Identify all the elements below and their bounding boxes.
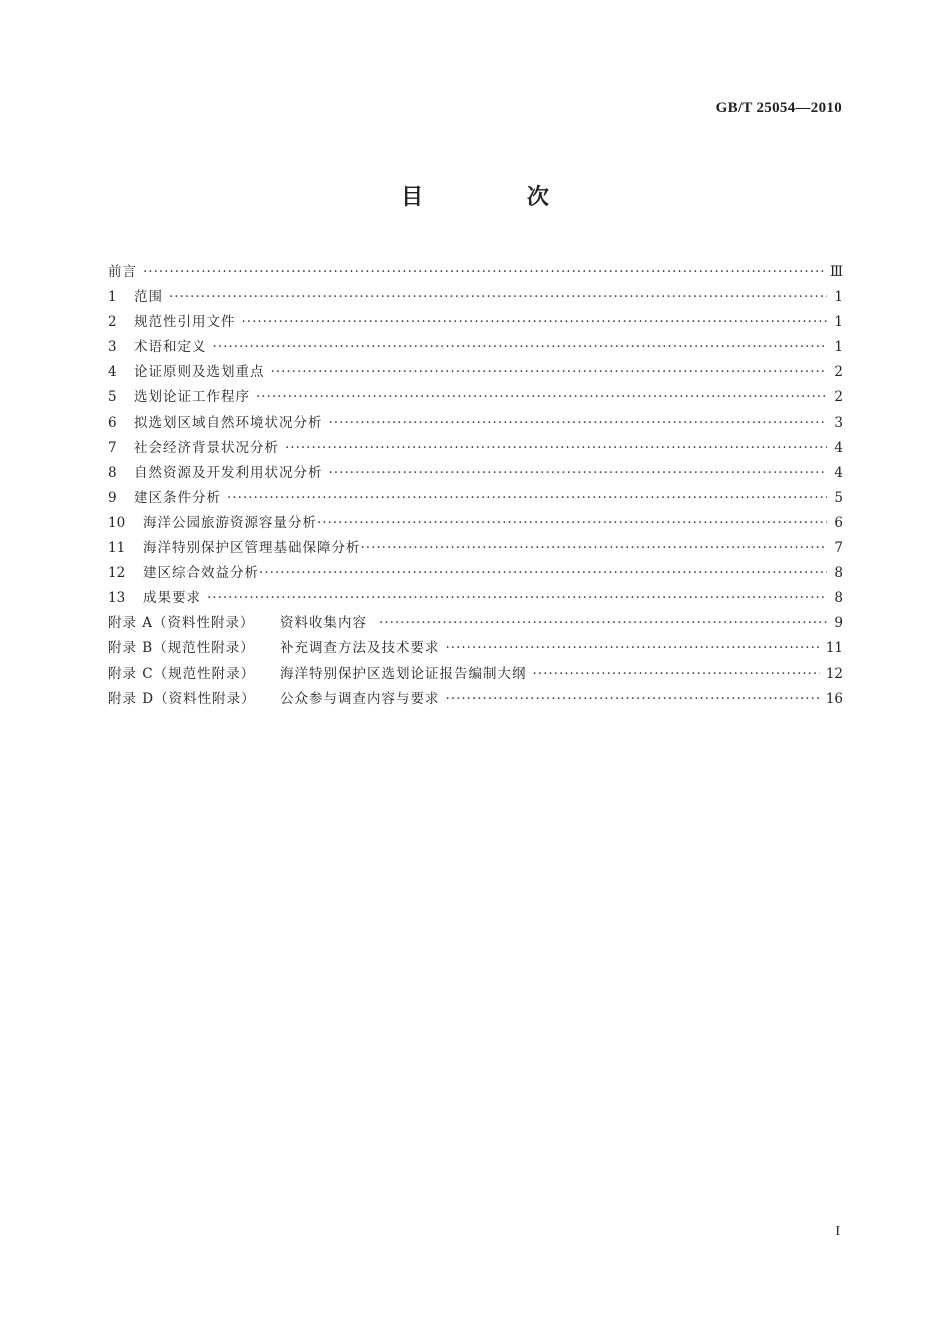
- toc-entry-page: 4: [834, 439, 843, 456]
- toc-entry-label: [108, 310, 236, 330]
- toc-entry-text: 选划论证工作程序: [134, 389, 250, 406]
- toc-entry-text: 论证原则及选划重点: [134, 364, 265, 381]
- toc-appendix-number: 附录 C（规范性附录）: [108, 665, 256, 682]
- toc-entry-label: [108, 561, 259, 581]
- toc-leader-dots: [317, 515, 827, 531]
- toc-leader-dots: [256, 389, 827, 405]
- toc-entry-text: 海洋公园旅游资源容量分析: [143, 514, 317, 531]
- toc-entry-label: [108, 260, 137, 280]
- toc-entry-page: 11: [825, 640, 843, 657]
- toc-entry-label: [108, 335, 207, 355]
- toc-leader-dots: [533, 666, 820, 682]
- toc-entry-number: 3: [108, 339, 117, 356]
- toc-entry-number: 2: [108, 314, 117, 331]
- toc-leader-dots: [169, 289, 827, 305]
- toc-entry-text: 前言: [108, 264, 137, 280]
- toc-entry-page: 16: [825, 690, 843, 707]
- toc-entry-page: 2: [834, 364, 843, 381]
- toc-entry-page: 9: [834, 615, 843, 632]
- toc-entry-text: 建区条件分析: [134, 489, 221, 506]
- toc-entry-label: [108, 611, 367, 631]
- toc-entry-text: 建区综合效益分析: [143, 565, 259, 582]
- toc-entry-label: [108, 586, 201, 606]
- toc-leader-dots: [143, 264, 824, 280]
- toc-leader-dots: [242, 314, 828, 330]
- toc-entry[interactable]: [108, 335, 843, 360]
- toc-entry-page: 8: [834, 590, 843, 607]
- toc-entry-number: 13: [108, 590, 126, 607]
- toc-entry-label: [108, 536, 361, 556]
- toc-entry-number: 1: [108, 289, 117, 306]
- toc-entry-label: [108, 385, 250, 405]
- toc-entry[interactable]: [108, 586, 843, 611]
- toc-entry-text: 海洋特别保护区管理基础保障分析: [143, 540, 361, 557]
- toc-entry[interactable]: [108, 687, 843, 712]
- footer-page-number: I: [835, 1224, 840, 1239]
- toc-entry-text: 公众参与调查内容与要求: [280, 690, 440, 707]
- toc-entry-number: 7: [108, 439, 117, 456]
- table-of-contents: [108, 260, 843, 712]
- toc-entry-text: 成果要求: [143, 590, 201, 607]
- toc-leader-dots: [446, 691, 820, 707]
- toc-leader-dots: [227, 490, 827, 506]
- toc-entry-page: 5: [834, 489, 843, 506]
- toc-entry-page: 2: [834, 389, 843, 406]
- toc-entry-page: 3: [834, 414, 843, 431]
- toc-entry-page: 6: [834, 514, 843, 531]
- toc-entry[interactable]: [108, 385, 843, 410]
- toc-entry-number: 5: [108, 389, 117, 406]
- toc-entry[interactable]: [108, 561, 843, 586]
- page-title: 目 次: [401, 185, 597, 210]
- toc-leader-dots: [271, 364, 828, 380]
- toc-entry-page: 1: [834, 314, 843, 331]
- toc-entry-page: 1: [834, 339, 843, 356]
- toc-leader-dots: [259, 565, 827, 581]
- toc-leader-dots: [213, 339, 828, 355]
- toc-entry[interactable]: [108, 611, 843, 636]
- toc-entry-page: Ⅲ: [829, 264, 843, 280]
- toc-entry-number: 12: [108, 565, 126, 582]
- toc-entry-text: 资料收集内容: [280, 615, 367, 632]
- toc-leader-dots: [207, 590, 827, 606]
- toc-entry-label: [108, 436, 279, 456]
- toc-leader-dots: [379, 615, 827, 631]
- toc-entry-page: 8: [834, 565, 843, 582]
- toc-entry[interactable]: [108, 536, 843, 561]
- toc-leader-dots: [329, 415, 828, 431]
- toc-entry-text: 拟选划区域自然环境状况分析: [134, 414, 323, 431]
- toc-entry-page: 1: [834, 289, 843, 306]
- toc-entry-text: 补充调查方法及技术要求: [280, 640, 440, 657]
- toc-entry-number: 9: [108, 489, 117, 506]
- toc-entry-number: 10: [108, 514, 126, 531]
- toc-entry-label: [108, 486, 221, 506]
- toc-entry-label: [108, 636, 440, 656]
- toc-leader-dots: [361, 540, 828, 556]
- toc-entry-label: [108, 511, 317, 531]
- toc-entry-label: [108, 662, 527, 682]
- toc-leader-dots: [285, 440, 827, 456]
- toc-entry-page: 4: [834, 464, 843, 481]
- toc-entry[interactable]: [108, 310, 843, 335]
- toc-entry[interactable]: [108, 486, 843, 511]
- toc-entry-page: 7: [834, 540, 843, 557]
- toc-appendix-number: 附录 B（规范性附录）: [108, 640, 255, 657]
- toc-appendix-number: 附录 A（资料性附录）: [108, 615, 255, 632]
- toc-entry-text: 规范性引用文件: [134, 314, 236, 331]
- toc-entry[interactable]: [108, 360, 843, 385]
- toc-entry[interactable]: [108, 260, 843, 285]
- toc-entry-number: 11: [108, 540, 126, 557]
- toc-entry-number: 8: [108, 464, 117, 481]
- toc-entry-label: [108, 687, 440, 707]
- toc-leader-dots: [446, 640, 820, 656]
- standard-number: GB/T 25054—2010: [715, 100, 842, 116]
- toc-entry-label: [108, 360, 265, 380]
- toc-entry-label: [108, 285, 163, 305]
- toc-entry-text: 社会经济背景状况分析: [134, 439, 279, 456]
- toc-entry-text: 范围: [134, 289, 163, 306]
- toc-entry[interactable]: [108, 436, 843, 461]
- toc-appendix-number: 附录 D（资料性附录）: [108, 690, 256, 707]
- toc-entry[interactable]: [108, 511, 843, 536]
- toc-entry[interactable]: [108, 636, 843, 661]
- toc-entry-text: 术语和定义: [134, 339, 207, 356]
- toc-entry-label: [108, 411, 323, 431]
- toc-entry[interactable]: [108, 411, 843, 436]
- toc-entry-label: [108, 461, 323, 481]
- toc-entry-number: 6: [108, 414, 117, 431]
- toc-entry-number: 4: [108, 364, 117, 381]
- toc-entry-text: 海洋特别保护区选划论证报告编制大纲: [280, 665, 527, 682]
- toc-entry[interactable]: [108, 285, 843, 310]
- toc-entry[interactable]: [108, 662, 843, 687]
- toc-entry-text: 自然资源及开发利用状况分析: [134, 464, 323, 481]
- toc-leader-dots: [329, 465, 828, 481]
- toc-entry[interactable]: [108, 461, 843, 486]
- toc-entry-page: 12: [825, 665, 843, 682]
